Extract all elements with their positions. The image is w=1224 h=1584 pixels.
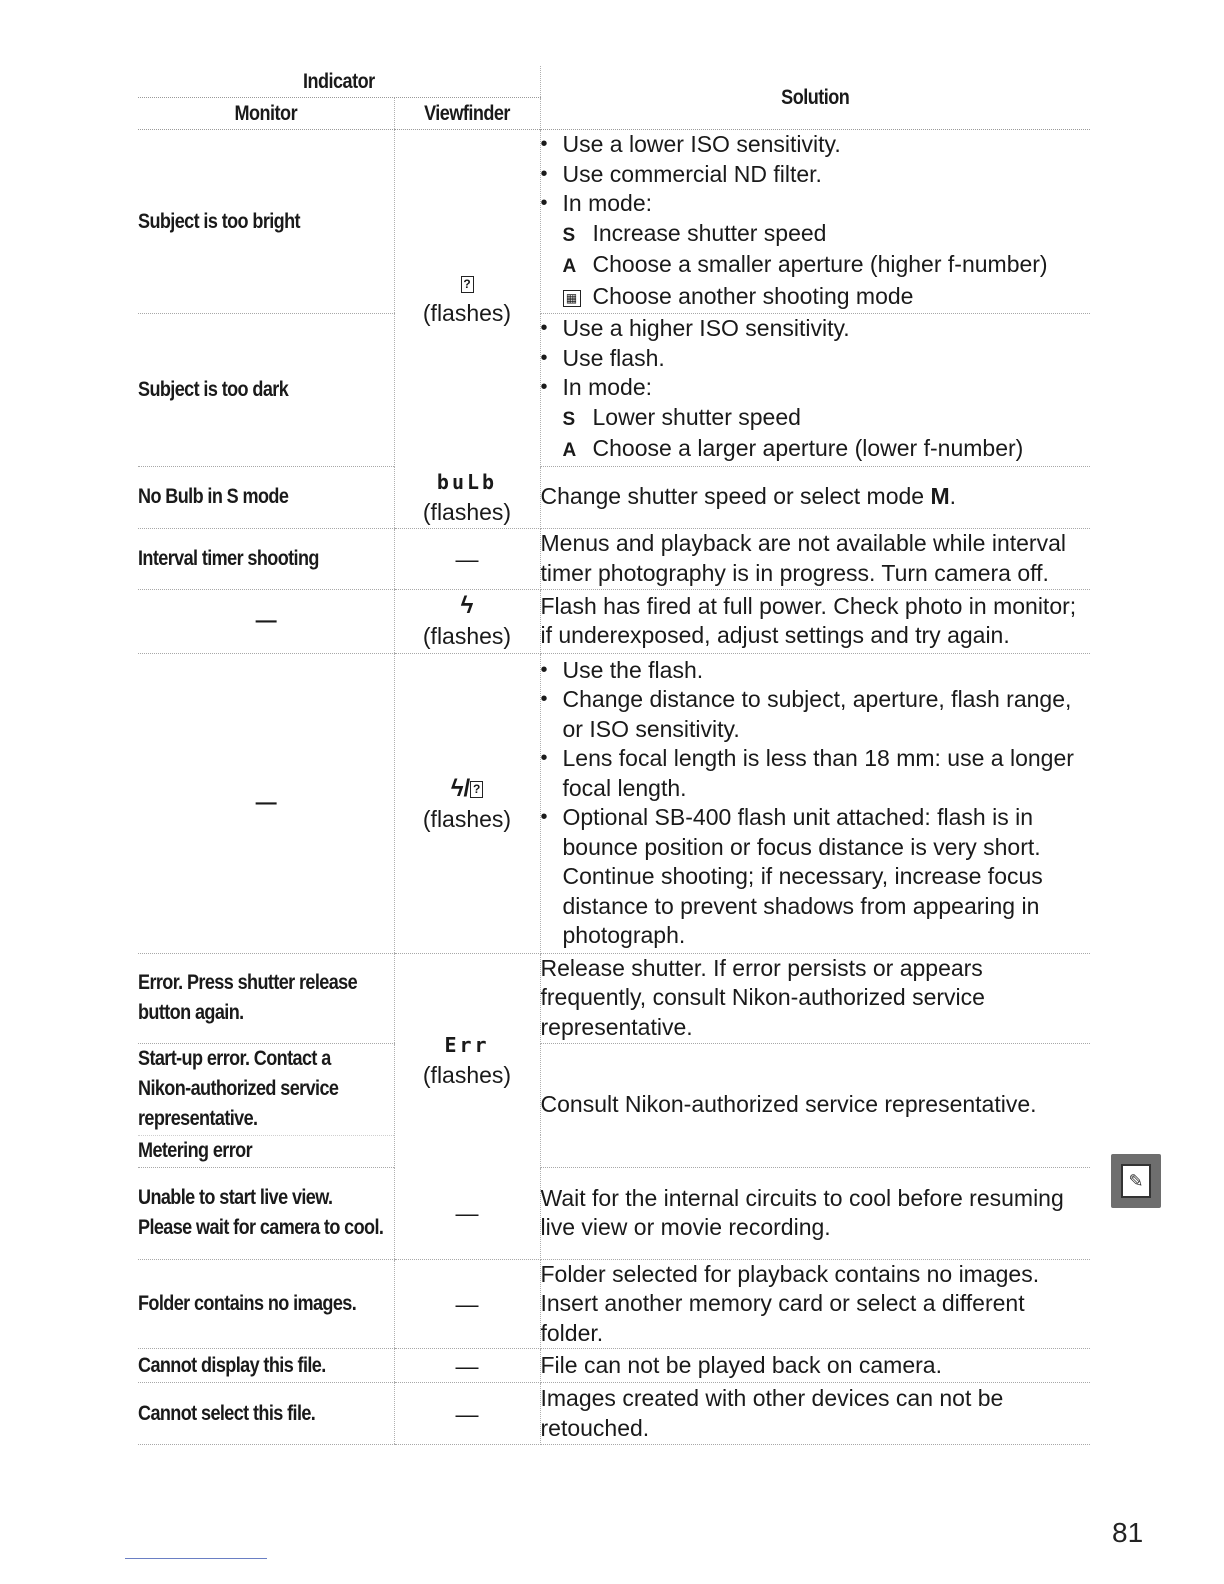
solution-cell: Folder selected for playback contains no images. Insert another memory card or select a different folder. xyxy=(540,1259,1090,1349)
table-row xyxy=(138,1043,1090,1135)
viewfinder-cell xyxy=(394,466,540,528)
monitor-cell: Subject is too bright xyxy=(138,130,394,314)
viewfinder-cell: — xyxy=(394,1167,540,1259)
table-row xyxy=(138,1383,1090,1445)
viewfinder-cell: — xyxy=(394,1383,540,1445)
monitor-cell: Error. Press shutter release button again. xyxy=(138,953,394,1043)
table-row xyxy=(138,653,1090,953)
flashes-label: (flashes) xyxy=(422,623,512,649)
list-item: • Optional SB-400 flash unit attached: flash is in bounce position or focus distance is very short. Continue shooting; if necessary, increase focus distance to prevent shadows from appearing in photograph. xyxy=(541,803,1091,951)
monitor-cell: Cannot display this file. xyxy=(138,1349,394,1383)
viewfinder-cell xyxy=(394,653,540,953)
list-item: • Use a higher ISO sensitivity. xyxy=(541,314,1091,344)
flashes-label: (flashes) xyxy=(422,300,512,326)
solution-cell: Release shutter. If error persists or appears frequently, consult Nikon-authorized service representative. xyxy=(540,953,1090,1043)
flash-icon: ϟ xyxy=(460,592,474,619)
solution-cell: Change shutter speed or select mode M. xyxy=(540,466,1090,528)
list-item: • Use the flash. xyxy=(541,656,1091,686)
monitor-cell: Cannot select this file. xyxy=(138,1383,394,1445)
mode-line: A Choose a larger aperture (lower f-number) xyxy=(562,435,1024,461)
table-row xyxy=(138,589,1090,653)
solution-header: Solution xyxy=(579,66,1052,130)
table-row xyxy=(138,1167,1090,1259)
solution-cell: Wait for the internal circuits to cool before resuming live view or movie recording. xyxy=(540,1167,1090,1259)
solution-cell: File can not be played back on camera. xyxy=(540,1349,1090,1383)
monitor-header: Monitor xyxy=(156,98,376,130)
table-row xyxy=(138,528,1090,589)
table-row xyxy=(138,130,1090,314)
list-item: • In mode: xyxy=(541,373,1091,403)
monitor-cell: Subject is too dark xyxy=(138,314,394,467)
solution-cell: Flash has fired at full power. Check photo in monitor; if underexposed, adjust settings and try again. xyxy=(540,589,1090,653)
footer-rule xyxy=(125,1558,267,1559)
error-messages-table xyxy=(138,66,1090,1445)
list-item: • Use commercial ND filter. xyxy=(541,160,1091,190)
table-row xyxy=(138,1259,1090,1349)
mode-line: S Increase shutter speed xyxy=(562,219,827,246)
bulb-lcd-indicator: buLb xyxy=(436,469,498,494)
viewfinder-header: Viewfinder xyxy=(404,98,530,130)
solution-cell xyxy=(540,130,1090,314)
flashes-label: (flashes) xyxy=(422,498,512,525)
viewfinder-cell: — xyxy=(394,1349,540,1383)
list-item: • Change distance to subject, aperture, flash range, or ISO sensitivity. xyxy=(541,685,1091,744)
scene-mode-icon: ▦ xyxy=(563,290,581,307)
solution-cell xyxy=(540,314,1090,467)
monitor-cell: Unable to start live view. Please wait for camera to cool. xyxy=(138,1167,394,1259)
indicator-header: Indicator xyxy=(166,66,512,98)
table-row xyxy=(138,314,1090,467)
monitor-cell: Folder contains no images. xyxy=(138,1259,394,1349)
list-item: • In mode: xyxy=(541,189,1091,219)
question-mark-icon: ? xyxy=(470,781,483,798)
question-mark-icon: ? xyxy=(461,276,474,293)
solution-cell: Images created with other devices can not be retouched. xyxy=(540,1383,1090,1445)
troubleshooting-icon: ✎ xyxy=(1121,1164,1151,1198)
chapter-tab xyxy=(1111,1154,1161,1208)
table-row xyxy=(138,466,1090,528)
list-item: • Use flash. xyxy=(541,344,1091,374)
viewfinder-cell xyxy=(394,953,540,1167)
mode-line: A Choose a smaller aperture (higher f-number) xyxy=(562,251,1048,277)
viewfinder-cell xyxy=(394,589,540,653)
flash-icon: ϟ/ xyxy=(450,774,471,802)
monitor-cell: — xyxy=(138,589,394,653)
viewfinder-cell: — xyxy=(394,1259,540,1349)
list-item: • Use a lower ISO sensitivity. xyxy=(541,130,1091,160)
solution-cell xyxy=(540,653,1090,953)
mode-line: ▦ Choose another shooting mode xyxy=(541,282,1091,314)
list-item: • Lens focal length is less than 18 mm: use a longer focal length. xyxy=(541,744,1091,803)
monitor-cell: Start-up error. Contact a Nikon-authorized service representative. xyxy=(138,1043,394,1135)
solution-cell: Consult Nikon-authorized service representative. xyxy=(540,1043,1090,1167)
monitor-cell: Metering error xyxy=(138,1135,394,1167)
page-number: 81 xyxy=(1112,1517,1144,1548)
monitor-cell: — xyxy=(138,653,394,953)
viewfinder-cell: — xyxy=(394,528,540,589)
err-lcd-indicator: Err xyxy=(444,1033,490,1058)
viewfinder-cell xyxy=(394,130,540,467)
monitor-cell: No Bulb in S mode xyxy=(138,466,394,528)
flashes-label: (flashes) xyxy=(422,1062,512,1089)
table-row xyxy=(138,1349,1090,1383)
table-row xyxy=(138,953,1090,1043)
flashes-label: (flashes) xyxy=(422,805,512,832)
solution-cell: Menus and playback are not available while interval timer photography is in progress. Turn camera off. xyxy=(540,528,1090,589)
mode-line: S Lower shutter speed xyxy=(562,403,801,430)
monitor-cell: Interval timer shooting xyxy=(138,528,394,589)
